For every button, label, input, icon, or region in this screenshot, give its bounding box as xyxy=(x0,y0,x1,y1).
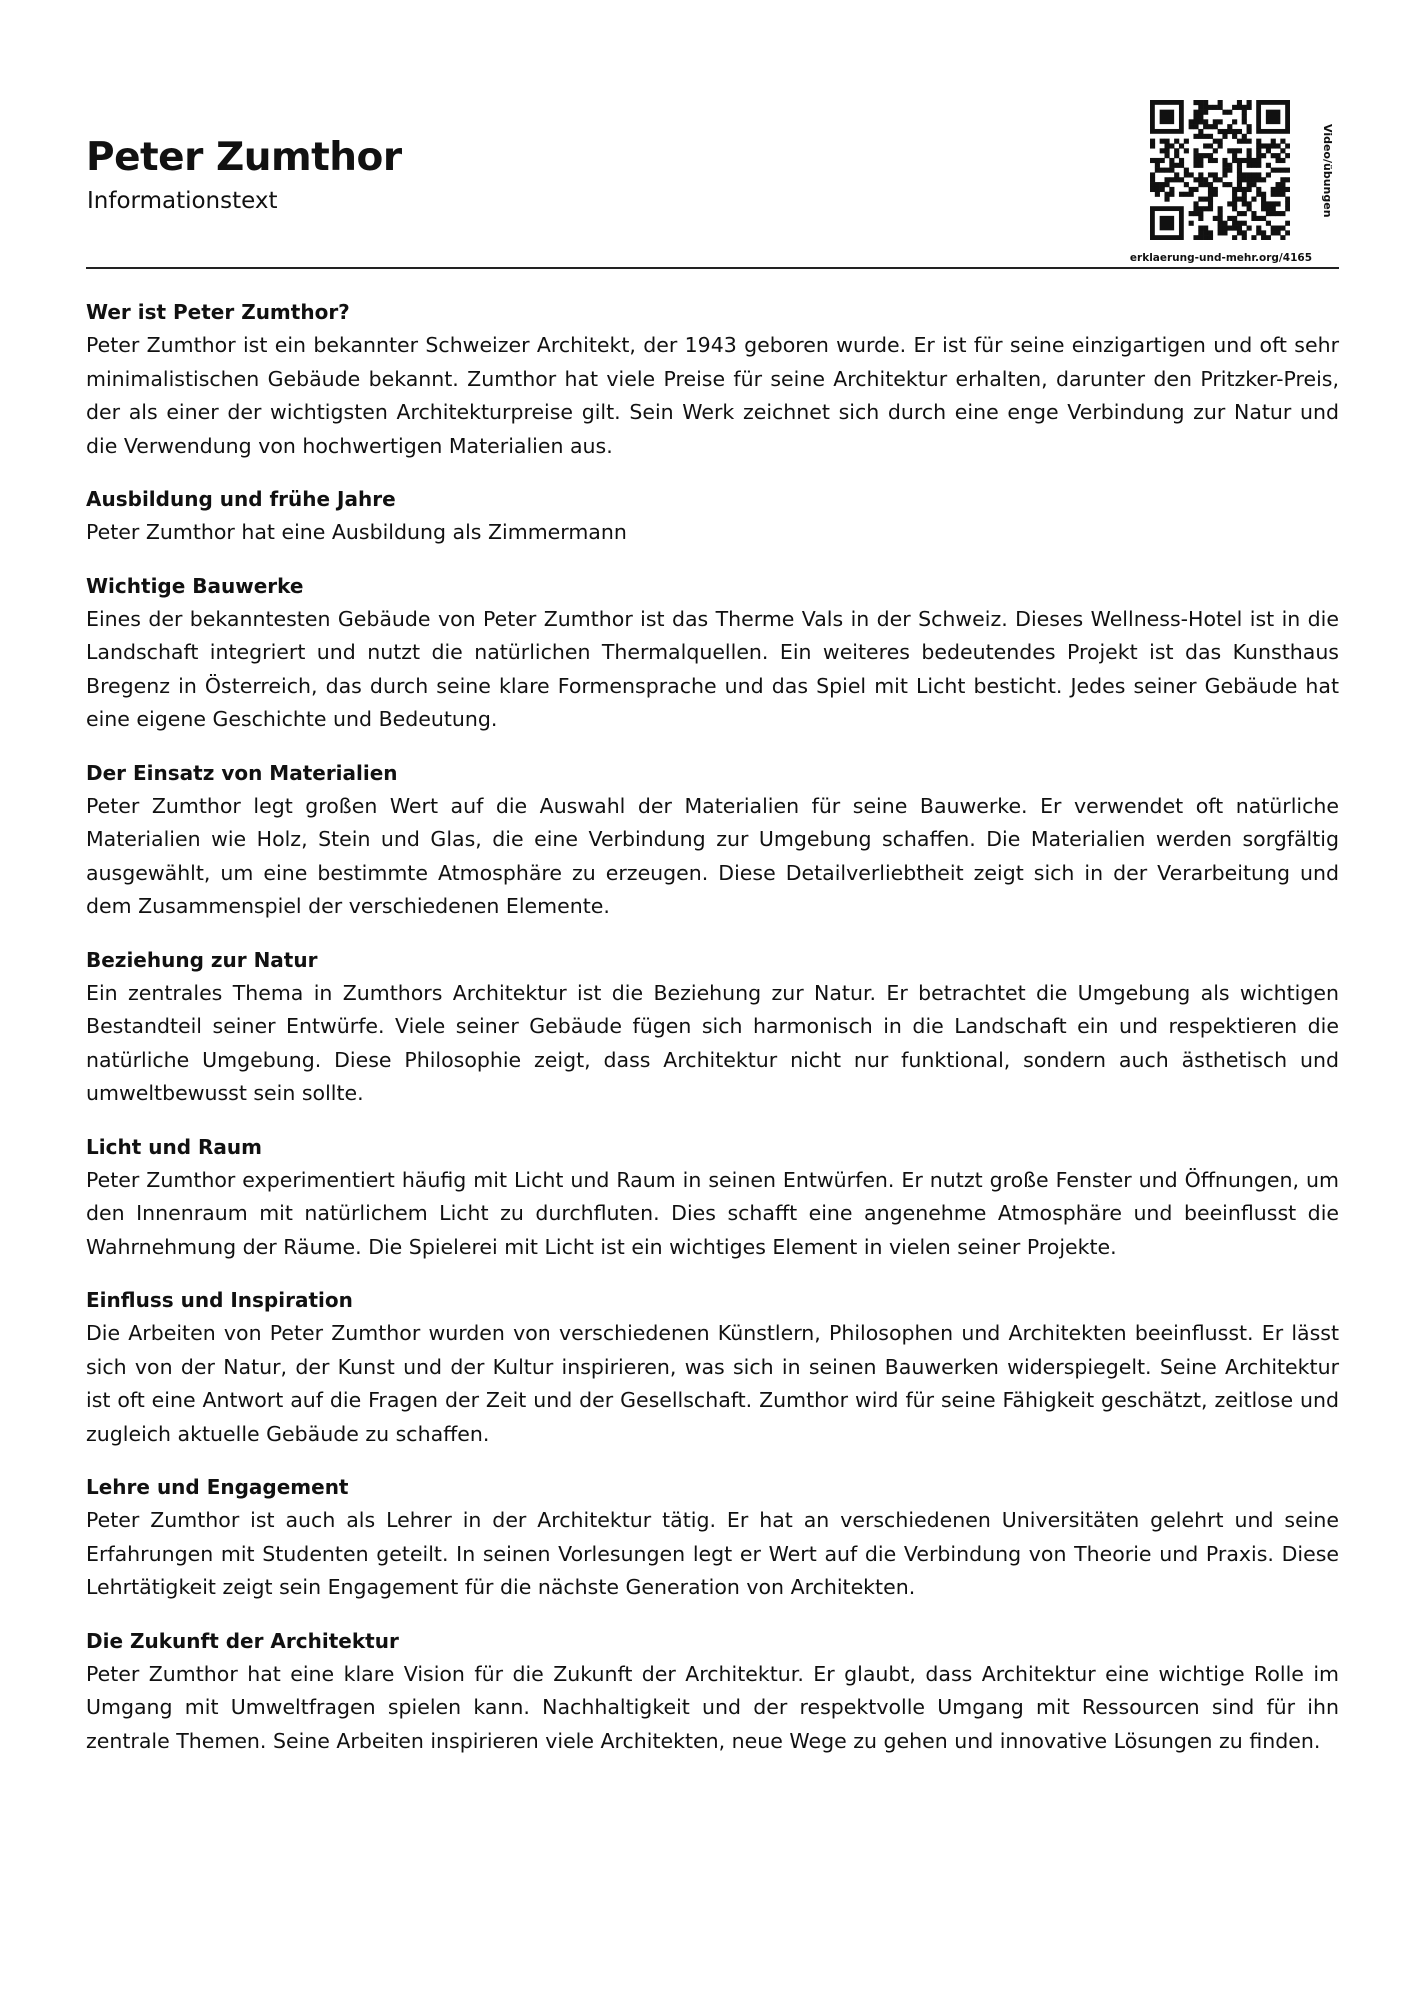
section-heading: Der Einsatz von Materialien xyxy=(86,760,398,785)
header-divider xyxy=(86,267,1339,269)
section-text: Peter Zumthor experimentiert häufig mit Licht und Raum in seinen Entwürfen. Er nutzt große Fenster und Öffnungen, um den Innenraum mit natürlichem Licht zu durchfluten. Dies schafft eine angenehme Atmosphäre und beeinflusst die Wahrnehmung der Räume. Die Spielerei mit Licht ist ein wichtiges Element in vielen seiner Projekte. xyxy=(86,1167,1339,1259)
section-text: Peter Zumthor ist auch als Lehrer in der Architektur tätig. Er hat an verschiedenen Universitäten gelehrt und seine Erfahrungen mit Studenten geteilt. In seinen Vorlesungen legt er Wert auf die Verbindung von Theorie und Praxis. Diese Lehrtätigkeit zeigt sein Engagement für die nächste Generation von Architekten. xyxy=(86,1508,1339,1599)
section-heading: Licht und Raum xyxy=(86,1134,262,1159)
section-heading: Wer ist Peter Zumthor? xyxy=(86,300,350,324)
section-wer-ist xyxy=(86,296,1339,463)
section-heading: Einfluss und Inspiration xyxy=(86,1288,353,1312)
section-heading: Ausbildung und frühe Jahre xyxy=(86,487,396,511)
section-text: Peter Zumthor legt großen Wert auf die Auswahl der Materialien für seine Bauwerke. Er verwendet oft natürliche Materialien wie Holz, Stein und Glas, die eine Verbindung zur Umgebung schaffen. Die Materialien werden sorgfältig ausgewählt, um eine bestimmte Atmosphäre zu erzeugen. Diese Detailverliebtheit zeigt sich in der Verarbeitung und dem Zusammenspiel der verschiedenen Elemente. xyxy=(86,793,1339,918)
section-text: Die Arbeiten von Peter Zumthor wurden von verschiedenen Künstlern, Philosophen und Architekten beeinflusst. Er lässt sich von der Natur, der Kunst und der Kultur inspirieren, was sich in seinen Bauwerken widerspiegelt. Seine Architektur ist oft eine Antwort auf die Fragen der Zeit und der Gesellschaft. Zumthor wird für seine Fähigkeit geschätzt, zeitlose und zugleich aktuelle Gebäude zu schaffen. xyxy=(86,1321,1339,1446)
section-text: Peter Zumthor ist ein bekannter Schweizer Architekt, der 1943 geboren wurde. Er ist für seine einzigartigen und oft sehr minimalistischen Gebäude bekannt. Zumthor hat viele Preise für seine Architektur erhalten, darunter den Pritzker-Preis, der als einer der wichtigsten Architekturpreise gilt. Sein Werk zeichnet sich durch eine enge Verbindung zur Natur und die Verwendung von hochwertigen Materialien aus. xyxy=(86,333,1339,458)
section-heading: Die Zukunft der Architektur xyxy=(86,1628,399,1653)
section-licht-raum xyxy=(86,1131,1339,1265)
section-einfluss xyxy=(86,1284,1339,1451)
section-materialien xyxy=(86,757,1339,924)
section-text: Peter Zumthor hat eine klare Vision für die Zukunft der Architektur. Er glaubt, dass Architektur eine wichtige Rolle im Umgang mit Umweltfragen spielen kann. Nachhaltigkeit und der respektvolle Umgang mit Ressourcen sind für ihn zentrale Themen. Seine Arbeiten inspirieren viele Architekten, neue Wege zu gehen und innovative Lösungen zu finden. xyxy=(86,1661,1339,1753)
section-text: Eines der bekanntesten Gebäude von Peter Zumthor ist das Therme Vals in der Schweiz. Dieses Wellness-Hotel ist in die Landschaft integriert und nutzt die natürlichen Thermalquellen. Ein weiteres bedeutendes Projekt ist das Kunsthaus Bregenz in Österreich, das durch seine klare Formensprache und das Spiel mit Licht besticht. Jedes seiner Gebäude hat eine eigene Geschichte und Bedeutung. xyxy=(86,606,1339,731)
section-heading: Lehre und Engagement xyxy=(86,1475,349,1499)
section-bauwerke xyxy=(86,570,1339,737)
page-subtitle: Informationstext xyxy=(87,188,278,214)
section-heading: Beziehung zur Natur xyxy=(86,947,318,972)
qr-link-url[interactable]: erklaerung-und-mehr.org/4165 xyxy=(1129,252,1312,264)
section-zukunft xyxy=(86,1625,1339,1759)
qr-code-icon[interactable] xyxy=(1150,100,1290,240)
video-exercises-label: Video/übungen xyxy=(1321,124,1334,218)
section-ausbildung xyxy=(86,483,1339,550)
article-body xyxy=(86,296,1339,1778)
section-text: Peter Zumthor hat eine Ausbildung als Zimmermann xyxy=(86,520,627,544)
section-lehre xyxy=(86,1471,1339,1605)
section-text: Ein zentrales Thema in Zumthors Architektur ist die Beziehung zur Natur. Er betrachtet die Umgebung als wichtigen Bestandteil seiner Entwürfe. Viele seiner Gebäude fügen sich harmonisch in die Landschaft ein und respektieren die natürliche Umgebung. Diese Philosophie zeigt, dass Architektur nicht nur funktional, sondern auch ästhetisch und umweltbewusst sein sollte. xyxy=(86,980,1339,1105)
section-natur xyxy=(86,944,1339,1111)
page-title: Peter Zumthor xyxy=(86,135,402,180)
section-heading: Wichtige Bauwerke xyxy=(86,573,304,598)
